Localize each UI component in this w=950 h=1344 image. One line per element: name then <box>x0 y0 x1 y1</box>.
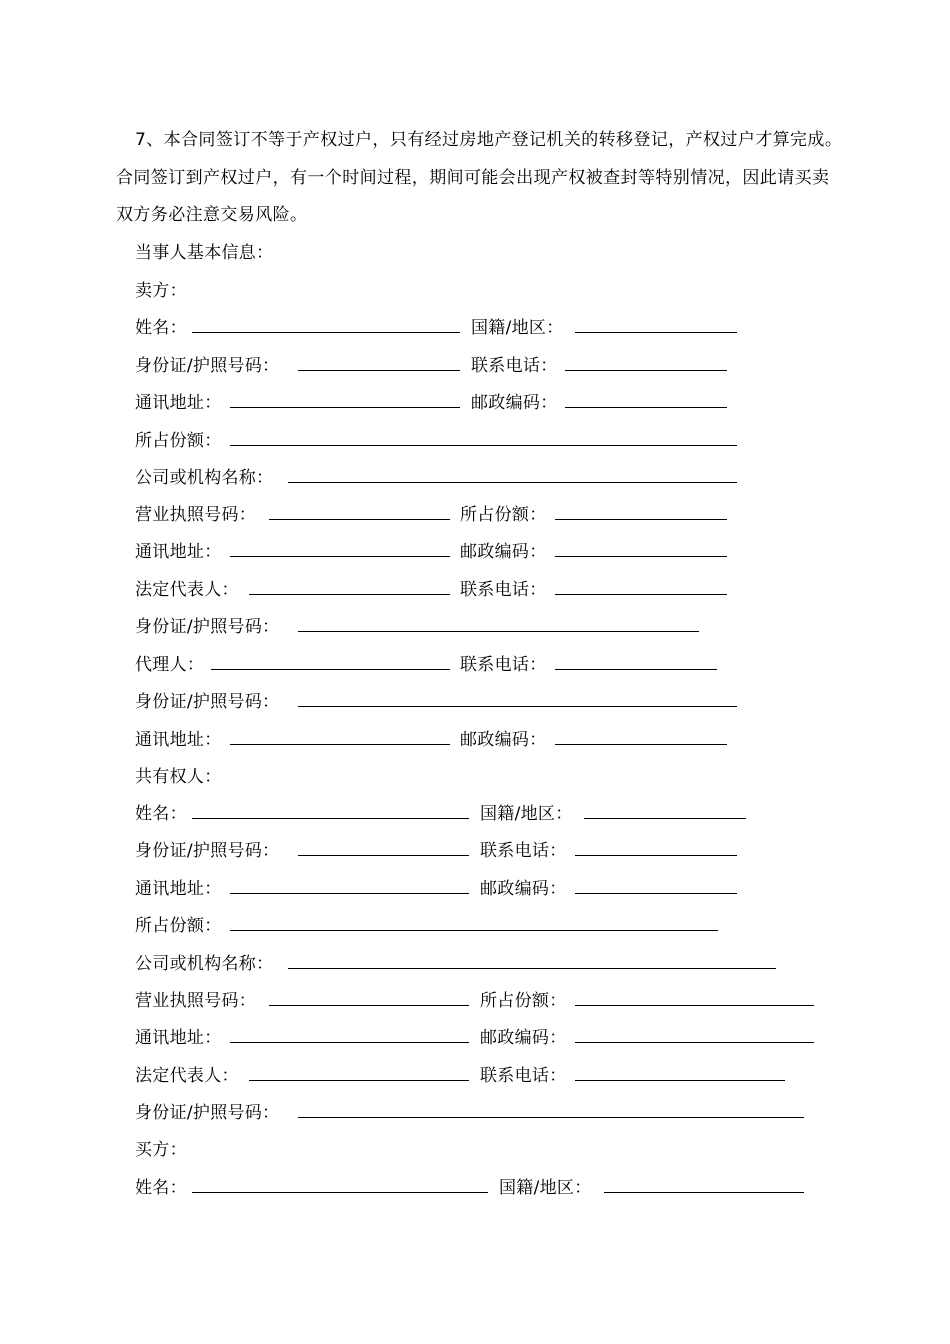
co-owner-legal-rep-field[interactable] <box>249 1080 469 1081</box>
co-owner-postcode-label: 邮政编码： <box>480 879 567 899</box>
co-owner-license-field[interactable] <box>269 1005 469 1006</box>
co-owner-company-share-label: 所占份额： <box>480 991 567 1011</box>
co-owner-share-label: 所占份额： <box>135 916 222 936</box>
notice-paragraph <box>116 122 846 235</box>
co-owner-address-label: 通讯地址： <box>135 879 222 899</box>
seller-agent-postcode-field[interactable] <box>555 744 727 745</box>
seller-company-address-label: 通讯地址： <box>135 542 222 562</box>
seller-legal-rep-id-label: 身份证/护照号码： <box>135 617 280 637</box>
seller-company-label: 公司或机构名称： <box>135 468 274 488</box>
co-owner-legal-rep-label: 法定代表人： <box>135 1066 239 1086</box>
seller-company-field[interactable] <box>288 482 737 483</box>
seller-id-label: 身份证/护照号码： <box>135 356 280 376</box>
co-owner-license-label: 营业执照号码： <box>135 991 257 1011</box>
buyer-nationality-field[interactable] <box>604 1192 804 1193</box>
co-owner-legal-rep-id-label: 身份证/护照号码： <box>135 1103 280 1123</box>
seller-license-label: 营业执照号码： <box>135 505 257 525</box>
seller-company-share-label: 所占份额： <box>460 505 547 525</box>
seller-agent-phone-field[interactable] <box>555 669 717 670</box>
seller-name-field[interactable] <box>192 332 460 333</box>
co-owner-nationality-field[interactable] <box>584 818 746 819</box>
seller-company-postcode-label: 邮政编码： <box>460 542 547 562</box>
seller-share-label: 所占份额： <box>135 431 222 451</box>
seller-agent-address-label: 通讯地址： <box>135 730 222 750</box>
seller-nationality-label: 国籍/地区： <box>471 318 564 338</box>
seller-legal-rep-field[interactable] <box>249 594 450 595</box>
seller-agent-address-field[interactable] <box>230 744 450 745</box>
buyer-nationality-label: 国籍/地区： <box>499 1178 592 1198</box>
seller-company-address-field[interactable] <box>230 556 450 557</box>
notice-text: 7、本合同签订不等于产权过户，只有经过房地产登记机关的转移登记，产权过户才算完成。合同签订到产权过户，有一个时间过程，期间可能会出现产权被查封等特别情况，因此请买卖双方务必注意交易风险。 <box>116 130 843 225</box>
seller-address-field[interactable] <box>230 407 460 408</box>
seller-company-postcode-field[interactable] <box>555 556 727 557</box>
seller-legal-rep-id-field[interactable] <box>298 631 699 632</box>
co-owner-name-field[interactable] <box>192 818 469 819</box>
seller-phone-label: 联系电话： <box>471 356 558 376</box>
seller-name-label: 姓名： <box>135 318 187 338</box>
seller-id-field[interactable] <box>298 370 460 371</box>
seller-agent-postcode-label: 邮政编码： <box>460 730 547 750</box>
seller-agent-id-label: 身份证/护照号码： <box>135 692 280 712</box>
seller-agent-label: 代理人： <box>135 655 205 675</box>
co-owner-legal-rep-phone-field[interactable] <box>575 1080 785 1081</box>
co-owner-legal-rep-id-field[interactable] <box>298 1117 804 1118</box>
co-owner-share-field[interactable] <box>230 930 718 931</box>
seller-legal-rep-phone-field[interactable] <box>555 594 727 595</box>
seller-legal-rep-phone-label: 联系电话： <box>460 580 547 600</box>
seller-postcode-label: 邮政编码： <box>471 393 558 413</box>
co-owner-company-postcode-field[interactable] <box>575 1042 814 1043</box>
co-owner-phone-label: 联系电话： <box>480 841 567 861</box>
seller-address-label: 通讯地址： <box>135 393 222 413</box>
co-owner-company-address-field[interactable] <box>230 1042 469 1043</box>
co-owner-id-label: 身份证/护照号码： <box>135 841 280 861</box>
buyer-name-label: 姓名： <box>135 1178 187 1198</box>
co-owner-company-field[interactable] <box>288 968 776 969</box>
co-owner-id-field[interactable] <box>298 855 469 856</box>
seller-legal-rep-label: 法定代表人： <box>135 580 239 600</box>
co-owner-name-label: 姓名： <box>135 804 187 824</box>
co-owner-company-label: 公司或机构名称： <box>135 954 274 974</box>
co-owner-company-share-field[interactable] <box>575 1005 814 1006</box>
co-owner-legal-rep-phone-label: 联系电话： <box>480 1066 567 1086</box>
seller-agent-id-field[interactable] <box>298 706 737 707</box>
co-owner-phone-field[interactable] <box>575 855 737 856</box>
seller-nationality-field[interactable] <box>575 332 737 333</box>
co-owner-company-postcode-label: 邮政编码： <box>480 1028 567 1048</box>
co-owner-company-address-label: 通讯地址： <box>135 1028 222 1048</box>
co-owner-address-field[interactable] <box>230 893 469 894</box>
seller-postcode-field[interactable] <box>565 407 727 408</box>
seller-share-field[interactable] <box>230 445 737 446</box>
seller-agent-phone-label: 联系电话： <box>460 655 547 675</box>
seller-license-field[interactable] <box>269 519 450 520</box>
seller-agent-field[interactable] <box>211 669 450 670</box>
seller-phone-field[interactable] <box>565 370 727 371</box>
seller-company-share-field[interactable] <box>555 519 727 520</box>
co-owner-nationality-label: 国籍/地区： <box>480 804 573 824</box>
co-owner-postcode-field[interactable] <box>575 893 737 894</box>
buyer-name-field[interactable] <box>192 1192 488 1193</box>
